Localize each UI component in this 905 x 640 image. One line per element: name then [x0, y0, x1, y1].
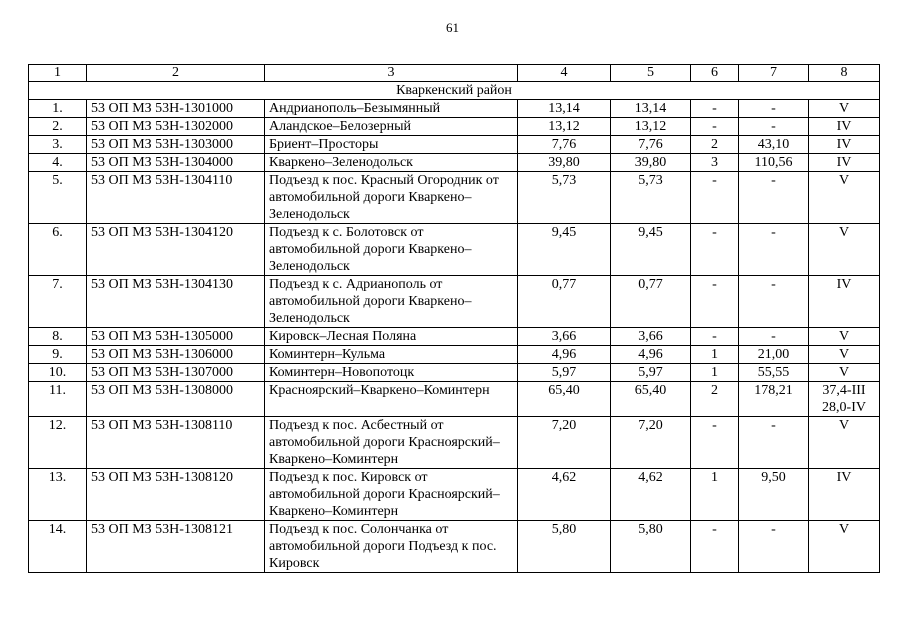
col4-cell: 39,80	[518, 154, 611, 172]
row-number-cell: 12.	[29, 417, 87, 469]
road-code-cell: 53 ОП МЗ 53Н-1303000	[87, 136, 265, 154]
col6-cell: 3	[691, 154, 739, 172]
road-code-cell: 53 ОП МЗ 53Н-1304110	[87, 172, 265, 224]
col8-cell: V	[809, 521, 880, 573]
col8-cell: V	[809, 417, 880, 469]
road-code-cell: 53 ОП МЗ 53Н-1301000	[87, 100, 265, 118]
col5-cell: 4,96	[611, 346, 691, 364]
road-name-cell: Коминтерн–Кульма	[265, 346, 518, 364]
road-code-cell: 53 ОП МЗ 53Н-1305000	[87, 328, 265, 346]
header-cell: 4	[518, 65, 611, 82]
row-number-cell: 4.	[29, 154, 87, 172]
col6-cell: -	[691, 417, 739, 469]
district-row	[29, 82, 880, 100]
row-number-cell: 3.	[29, 136, 87, 154]
header-row	[29, 65, 880, 82]
col8-cell: IV	[809, 136, 880, 154]
col7-cell: 43,10	[739, 136, 809, 154]
col5-cell: 5,73	[611, 172, 691, 224]
col4-cell: 65,40	[518, 382, 611, 417]
col7-cell: -	[739, 328, 809, 346]
col6-cell: -	[691, 521, 739, 573]
col6-cell: -	[691, 118, 739, 136]
col8-cell: V	[809, 172, 880, 224]
col7-cell: -	[739, 521, 809, 573]
col7-cell: 178,21	[739, 382, 809, 417]
row-number-cell: 10.	[29, 364, 87, 382]
col8-cell: V	[809, 224, 880, 276]
road-code-cell: 53 ОП МЗ 53Н-1308120	[87, 469, 265, 521]
row-number-cell: 13.	[29, 469, 87, 521]
table-row	[29, 417, 880, 469]
table-row	[29, 276, 880, 328]
col7-cell: -	[739, 417, 809, 469]
road-code-cell: 53 ОП МЗ 53Н-1304130	[87, 276, 265, 328]
table-row	[29, 100, 880, 118]
table-row	[29, 521, 880, 573]
table-row	[29, 469, 880, 521]
row-number-cell: 1.	[29, 100, 87, 118]
col4-cell: 9,45	[518, 224, 611, 276]
road-name-cell: Бриент–Просторы	[265, 136, 518, 154]
table-row	[29, 154, 880, 172]
col8-cell: 37,4-III 28,0-IV	[809, 382, 880, 417]
row-number-cell: 11.	[29, 382, 87, 417]
col5-cell: 5,80	[611, 521, 691, 573]
col4-cell: 0,77	[518, 276, 611, 328]
table-row	[29, 328, 880, 346]
road-name-cell: Подъезд к пос. Асбестный от автомобильной дороги Красноярский–Кваркено–Коминтерн	[265, 417, 518, 469]
col5-cell: 5,97	[611, 364, 691, 382]
road-name-cell: Кировск–Лесная Поляна	[265, 328, 518, 346]
col6-cell: 1	[691, 364, 739, 382]
row-number-cell: 8.	[29, 328, 87, 346]
col5-cell: 13,12	[611, 118, 691, 136]
row-number-cell: 7.	[29, 276, 87, 328]
district-title: Кваркенский район	[29, 82, 880, 100]
road-name-cell: Андрианополь–Безымянный	[265, 100, 518, 118]
road-name-cell: Подъезд к с. Адрианополь от автомобильной дороги Кваркено–Зеленодольск	[265, 276, 518, 328]
row-number-cell: 2.	[29, 118, 87, 136]
road-code-cell: 53 ОП МЗ 53Н-1304120	[87, 224, 265, 276]
col6-cell: 2	[691, 382, 739, 417]
row-number-cell: 14.	[29, 521, 87, 573]
col7-cell: -	[739, 224, 809, 276]
col4-cell: 4,96	[518, 346, 611, 364]
road-code-cell: 53 ОП МЗ 53Н-1308110	[87, 417, 265, 469]
col5-cell: 13,14	[611, 100, 691, 118]
table-row	[29, 136, 880, 154]
col7-cell: 55,55	[739, 364, 809, 382]
col8-cell: IV	[809, 469, 880, 521]
table-row	[29, 172, 880, 224]
road-code-cell: 53 ОП МЗ 53Н-1302000	[87, 118, 265, 136]
header-cell: 1	[29, 65, 87, 82]
row-number-cell: 6.	[29, 224, 87, 276]
row-number-cell: 5.	[29, 172, 87, 224]
roads-table	[28, 64, 880, 573]
road-name-cell: Подъезд к пос. Красный Огородник от автомобильной дороги Кваркено–Зеленодольск	[265, 172, 518, 224]
header-cell: 7	[739, 65, 809, 82]
col8-cell: V	[809, 346, 880, 364]
road-name-cell: Подъезд к с. Болотовск от автомобильной дороги Кваркено–Зеленодольск	[265, 224, 518, 276]
col7-cell: -	[739, 276, 809, 328]
table-row	[29, 364, 880, 382]
col5-cell: 9,45	[611, 224, 691, 276]
table-row	[29, 118, 880, 136]
col4-cell: 13,12	[518, 118, 611, 136]
col5-cell: 4,62	[611, 469, 691, 521]
road-code-cell: 53 ОП МЗ 53Н-1307000	[87, 364, 265, 382]
col4-cell: 5,97	[518, 364, 611, 382]
col6-cell: -	[691, 328, 739, 346]
col6-cell: 1	[691, 469, 739, 521]
header-cell: 6	[691, 65, 739, 82]
col6-cell: 2	[691, 136, 739, 154]
col8-cell: IV	[809, 276, 880, 328]
col5-cell: 3,66	[611, 328, 691, 346]
road-name-cell: Красноярский–Кваркено–Коминтерн	[265, 382, 518, 417]
header-cell: 5	[611, 65, 691, 82]
row-number-cell: 9.	[29, 346, 87, 364]
col4-cell: 5,73	[518, 172, 611, 224]
col4-cell: 7,20	[518, 417, 611, 469]
road-code-cell: 53 ОП МЗ 53Н-1308000	[87, 382, 265, 417]
col8-cell: IV	[809, 118, 880, 136]
table-row	[29, 382, 880, 417]
col6-cell: -	[691, 172, 739, 224]
col8-cell: V	[809, 328, 880, 346]
col5-cell: 39,80	[611, 154, 691, 172]
header-cell: 3	[265, 65, 518, 82]
col5-cell: 0,77	[611, 276, 691, 328]
header-cell: 8	[809, 65, 880, 82]
col6-cell: 1	[691, 346, 739, 364]
col4-cell: 4,62	[518, 469, 611, 521]
col7-cell: -	[739, 100, 809, 118]
col8-cell: V	[809, 364, 880, 382]
road-code-cell: 53 ОП МЗ 53Н-1304000	[87, 154, 265, 172]
table-row	[29, 346, 880, 364]
col7-cell: 9,50	[739, 469, 809, 521]
col5-cell: 7,76	[611, 136, 691, 154]
road-name-cell: Коминтерн–Новопотоцк	[265, 364, 518, 382]
road-code-cell: 53 ОП МЗ 53Н-1308121	[87, 521, 265, 573]
col6-cell: -	[691, 100, 739, 118]
col7-cell: 21,00	[739, 346, 809, 364]
col8-cell: V	[809, 100, 880, 118]
col6-cell: -	[691, 276, 739, 328]
col5-cell: 7,20	[611, 417, 691, 469]
road-name-cell: Подъезд к пос. Кировск от автомобильной дороги Красноярский–Кваркено–Коминтерн	[265, 469, 518, 521]
header-cell: 2	[87, 65, 265, 82]
col4-cell: 5,80	[518, 521, 611, 573]
col6-cell: -	[691, 224, 739, 276]
col4-cell: 3,66	[518, 328, 611, 346]
col7-cell: 110,56	[739, 154, 809, 172]
road-name-cell: Кваркено–Зеленодольск	[265, 154, 518, 172]
col4-cell: 13,14	[518, 100, 611, 118]
col4-cell: 7,76	[518, 136, 611, 154]
table-row	[29, 224, 880, 276]
col7-cell: -	[739, 118, 809, 136]
col8-cell: IV	[809, 154, 880, 172]
col5-cell: 65,40	[611, 382, 691, 417]
page-number: 61	[446, 20, 459, 35]
road-name-cell: Аландское–Белозерный	[265, 118, 518, 136]
col7-cell: -	[739, 172, 809, 224]
road-code-cell: 53 ОП МЗ 53Н-1306000	[87, 346, 265, 364]
road-name-cell: Подъезд к пос. Солончанка от автомобильной дороги Подъезд к пос. Кировск	[265, 521, 518, 573]
